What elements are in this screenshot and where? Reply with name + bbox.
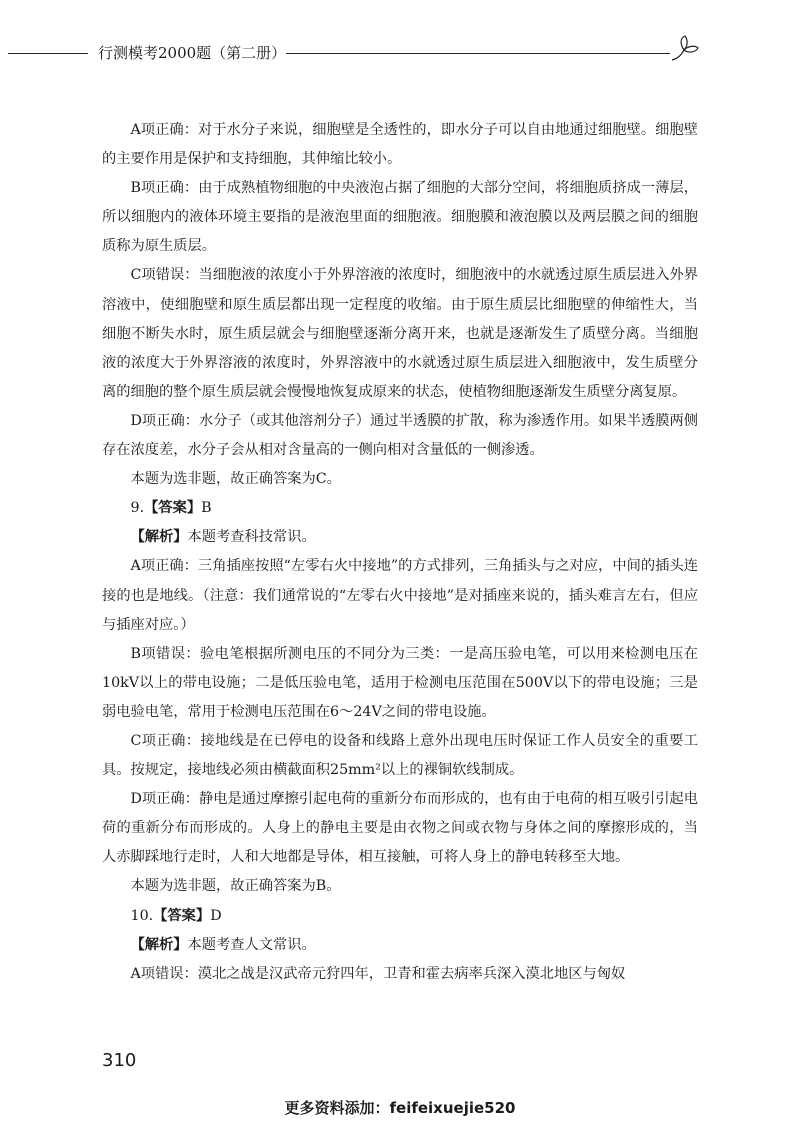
paragraph: C项错误：当细胞液的浓度小于外界溶液的浓度时，细胞液中的水就透过原生质层进入外界溶液中，使细胞壁和原生质层都出现一定程度的收缩。由于原生质层比细胞壁的伸缩性大，当细胞不断失水时，原生质层就会与细胞壁逐渐分离开来，也就是逐渐发生了质壁分离。当细胞液的浓度大于外界溶液的浓度时，外界溶液中的水就透过原生质层进入细胞液中，发生质壁分离的细胞的整个原生质层就会慢慢地恢复成原来的状态，使植物细胞逐渐发生质壁分离复原。 — [102, 267, 698, 400]
paragraph: C项正确：接地线是在已停电的设备和线路上意外出现电压时保证工作人员安全的重要工具。按规定，接地线必须由横截面积25mm²以上的裸铜软线制成。 — [102, 732, 698, 779]
analysis-text: 本题考查人文常识。 — [187, 936, 316, 953]
paragraph: A项正确：三角插座按照“左零右火中接地”的方式排列，三角插头与之对应，中间的插头连接的也是地线。（注意：我们通常说的“左零右火中接地”是对插座来说的，插头难言左右，但应与插座对应。） — [102, 558, 698, 633]
paragraph: B项错误：验电笔根据所测电压的不同分为三类：一是高压验电笔，可以用来检测电压在10kV以上的带电设施；二是低压验电笔，适用于检测电压范围在500V以下的带电设施；三是弱电验电笔，常用于检测电压范围在6～24V之间的带电设施。 — [102, 645, 698, 720]
question-number: 9. — [130, 500, 145, 517]
answer-line — [102, 494, 698, 523]
page-number: 310 — [102, 1050, 137, 1071]
answer-value: D — [210, 907, 222, 924]
paragraph: D项正确：静电是通过摩擦引起电荷的重新分布而形成的，也有由于电荷的相互吸引引起电荷的重新分布而形成的。人身上的静电主要是由衣物之间或衣物与身体之间的摩擦形成的，当人赤脚踩地行走时，人和大地都是导体，相互接触，可将人身上的静电转移至大地。 — [102, 791, 698, 866]
answer-tag: 【答案】 — [144, 500, 202, 517]
header-rule-right — [286, 53, 670, 54]
answer-tag: 【答案】 — [153, 907, 211, 924]
analysis-text: 本题考查科技常识。 — [187, 529, 316, 546]
analysis-tag: 【解析】 — [130, 529, 188, 546]
answer-value: B — [201, 500, 212, 517]
header-rule-left — [8, 53, 88, 54]
answer-line — [102, 902, 698, 931]
footer-note: 更多资料添加：feifeixuejie520 — [284, 1099, 516, 1117]
paragraph: B项正确：由于成熟植物细胞的中央液泡占据了细胞的大部分空间，将细胞质挤成一薄层，所以细胞内的液体环境主要指的是液泡里面的细胞液。细胞膜和液泡膜以及两层膜之间的细胞质称为原生质层。 — [102, 180, 698, 255]
analysis-line — [102, 523, 698, 552]
paragraph: 本题为选非题，故正确答案为C。 — [130, 471, 341, 488]
paragraph: D项正确：水分子（或其他溶剂分子）通过半透膜的扩散，称为渗透作用。如果半透膜两侧存在浓度差，水分子会从相对含量高的一侧向相对含量低的一侧渗透。 — [102, 412, 698, 459]
question-number: 10. — [130, 907, 154, 924]
paragraph: A项错误：漠北之战是汉武帝元狩四年，卫青和霍去病率兵深入漠北地区与匈奴 — [130, 965, 626, 982]
running-header — [0, 34, 800, 70]
paragraph: A项正确：对于水分子来说，细胞壁是全透性的，即水分子可以自由地通过细胞壁。细胞壁的主要作用是保护和支持细胞，其伸缩比较小。 — [102, 122, 698, 168]
header-title: 行测模考2000题（第二册） — [98, 44, 287, 62]
analysis-tag: 【解析】 — [130, 936, 188, 953]
sprout-icon — [668, 34, 700, 66]
analysis-line — [102, 931, 698, 960]
paragraph: 本题为选非题，故正确答案为B。 — [130, 878, 341, 895]
page-body — [102, 116, 698, 989]
